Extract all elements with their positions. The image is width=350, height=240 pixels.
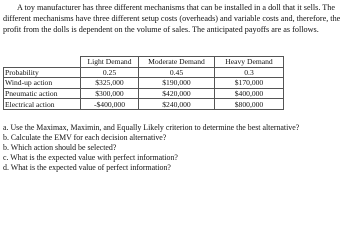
table-cell: $240,000 (139, 99, 215, 110)
question-item: c. What is the expected value with perfect information? (3, 153, 178, 162)
table-cell: -$400,000 (81, 99, 139, 110)
question-item: d. What is the expected value of perfect information? (3, 163, 171, 172)
header-light-demand: Light Demand (81, 57, 139, 68)
table-row (4, 88, 284, 99)
table-row (4, 67, 284, 78)
payoff-table (3, 56, 284, 110)
row-label-electrical: Electrical action (4, 99, 81, 110)
table-corner (4, 57, 81, 68)
table-cell: $325,000 (81, 78, 139, 89)
table-cell: $400,000 (215, 88, 284, 99)
table-row (4, 78, 284, 89)
question-item: a. Use the Maximax, Maximin, and Equally Likely criterion to determine the best alternative? (3, 123, 300, 132)
header-heavy-demand: Heavy Demand (215, 57, 284, 68)
table-cell: 0.3 (215, 67, 284, 78)
row-label-probability: Probability (4, 67, 81, 78)
table-row (4, 99, 284, 110)
table-cell: $170,000 (215, 78, 284, 89)
question-item: b. Which action should be selected? (3, 143, 117, 152)
row-label-wind-up: Wind-up action (4, 78, 81, 89)
table-cell: $800,000 (215, 99, 284, 110)
table-cell: 0.25 (81, 67, 139, 78)
header-moderate-demand: Moderate Demand (139, 57, 215, 68)
table-cell: $300,000 (81, 88, 139, 99)
problem-intro: A toy manufacturer has three different mechanisms that can be installed in a doll that it sells. The different mechanisms have three different setup costs (overheads) and variable costs and, therefore, the profit from the dolls is dependent on the volume of sales. The anticipated payoffs are as follows. (3, 3, 341, 34)
row-label-pneumatic: Pneumatic action (4, 88, 81, 99)
table-cell: 0.45 (139, 67, 215, 78)
question-item: b. Calculate the EMV for each decision alternative? (3, 133, 167, 142)
table-header-row (4, 57, 284, 68)
question-list (3, 123, 347, 173)
table-cell: $190,000 (139, 78, 215, 89)
table-cell: $420,000 (139, 88, 215, 99)
